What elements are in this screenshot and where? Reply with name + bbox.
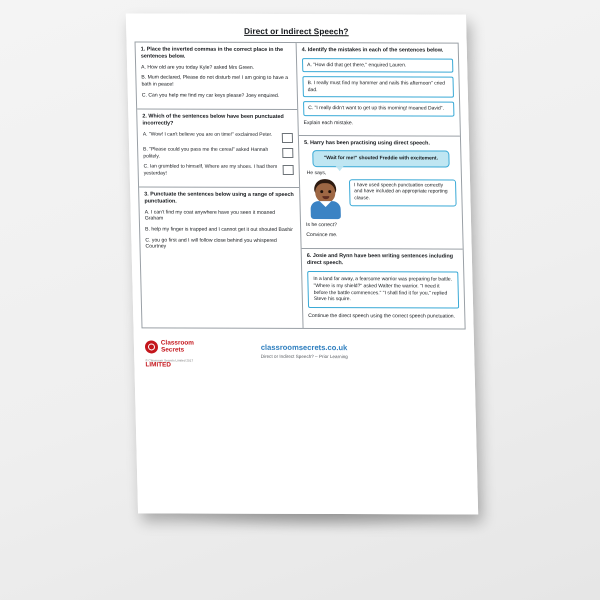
website-url[interactable]: classroomsecrets.co.uk bbox=[260, 342, 348, 352]
question-2-item-b bbox=[143, 147, 293, 161]
question-1-heading: 1. Place the inverted commas in the correct place in the sentences below. bbox=[140, 46, 284, 60]
logo-name: Classroom Secrets bbox=[160, 339, 195, 354]
question-2-item-b-text: B. "Please could you pass me the cereal" asked Hannah politely. bbox=[143, 146, 269, 160]
question-1 bbox=[136, 43, 298, 111]
worksheet-page bbox=[126, 13, 478, 514]
avatar bbox=[305, 177, 346, 219]
question-2-item-c bbox=[143, 164, 293, 178]
question-5-thought-bubble: I have used speech punctuation correctly and have included an appropriate reporting clause. bbox=[349, 179, 457, 206]
question-3-heading: 3. Punctuate the sentences below using a range of speech punctuation. bbox=[144, 191, 294, 205]
question-2-heading: 2. Which of the sentences below have been punctuated incorrectly? bbox=[142, 113, 284, 127]
question-2-checkbox-c[interactable] bbox=[283, 165, 294, 175]
question-2-item-c-text: C. Ian grumbled to himself, Where are my shoes. I had them yesterday! bbox=[143, 163, 278, 177]
question-2-checkbox-b[interactable] bbox=[282, 148, 293, 158]
questions-column-right bbox=[297, 43, 465, 328]
page-footer bbox=[143, 336, 467, 395]
question-2-checkbox-a[interactable] bbox=[282, 133, 293, 143]
question-5-he-says: He says, bbox=[306, 169, 327, 177]
logo-subtitle: LIMITED bbox=[145, 361, 172, 369]
question-4 bbox=[297, 43, 460, 136]
question-1-item-c: C. Can you help me find my car keys please? Joey enquired. bbox=[141, 92, 280, 99]
question-4-item-b[interactable]: B. I really must find my hammer and nails this afternoon" cried dad. bbox=[302, 76, 454, 98]
question-5-character-row bbox=[305, 177, 457, 220]
worksheet-sheet bbox=[126, 13, 478, 514]
page-title: Direct or Indirect Speech? bbox=[243, 26, 349, 37]
question-6-passage: In a land far away, a fearsome warrior was preparing for battle. "Where is my shield?" asked Walter the warrior. "I need it before the battle commences." "I shall find it for you," replied Steve his squire. bbox=[307, 271, 459, 309]
question-6-prompt: Continue the direct speech using the correct speech punctuation. bbox=[308, 313, 456, 320]
question-2 bbox=[137, 110, 299, 188]
footer-subtitle: Direct or Indirect Speech? – Prior Learning bbox=[260, 353, 348, 359]
question-3-item-a: A. I can't find my coat anywhere have you seen it moaned Graham bbox=[144, 209, 276, 223]
question-1-item-b: B. Mum declared, Please do not disturb me! I am going to have a bath in peace! bbox=[141, 74, 289, 88]
question-5-speech-bubble: "Wait for me!" shouted Freddie with excitement. bbox=[312, 151, 449, 168]
avatar-face bbox=[315, 183, 335, 203]
question-5-body bbox=[304, 150, 457, 242]
question-2-item-a-text: A. "Wow! I can't believe you are on time!" exclaimed Peter. bbox=[142, 131, 273, 139]
question-6 bbox=[302, 249, 465, 328]
question-4-item-c[interactable]: C. "I really didn't want to get up this morning! moaned David". bbox=[303, 101, 454, 116]
question-5-prompt-a: Is he correct? bbox=[305, 221, 337, 229]
question-5 bbox=[299, 136, 463, 250]
question-3-item-c: C. you go first and I will follow close behind you whispered Courtney bbox=[145, 237, 277, 250]
question-1-item-a: A. How old are you today Kyle? asked Mrs Green. bbox=[141, 64, 255, 71]
question-6-heading: 6. Josie and Rynn have been writing sentences including direct speech. bbox=[306, 253, 454, 267]
question-2-item-a bbox=[143, 132, 293, 144]
question-3-item-b: B. help my finger is trapped and I cannot get it out shouted Bashir bbox=[145, 226, 294, 234]
question-4-prompt: Explain each mistake. bbox=[303, 119, 354, 127]
question-4-heading: 4. Identify the mistakes in each of the sentences below. bbox=[301, 47, 444, 54]
question-5-heading: 5. Harry has been practising using direct speech. bbox=[303, 139, 430, 147]
question-4-item-a[interactable]: A. "How did that get there," enquired Lauren. bbox=[302, 58, 453, 73]
copyright-text: © Classroom Secrets Limited 2017 bbox=[145, 358, 194, 363]
question-3 bbox=[139, 188, 302, 307]
question-5-prompt-b: Convince me. bbox=[306, 231, 338, 238]
questions-column-left bbox=[136, 43, 304, 328]
questions-grid bbox=[135, 42, 466, 330]
